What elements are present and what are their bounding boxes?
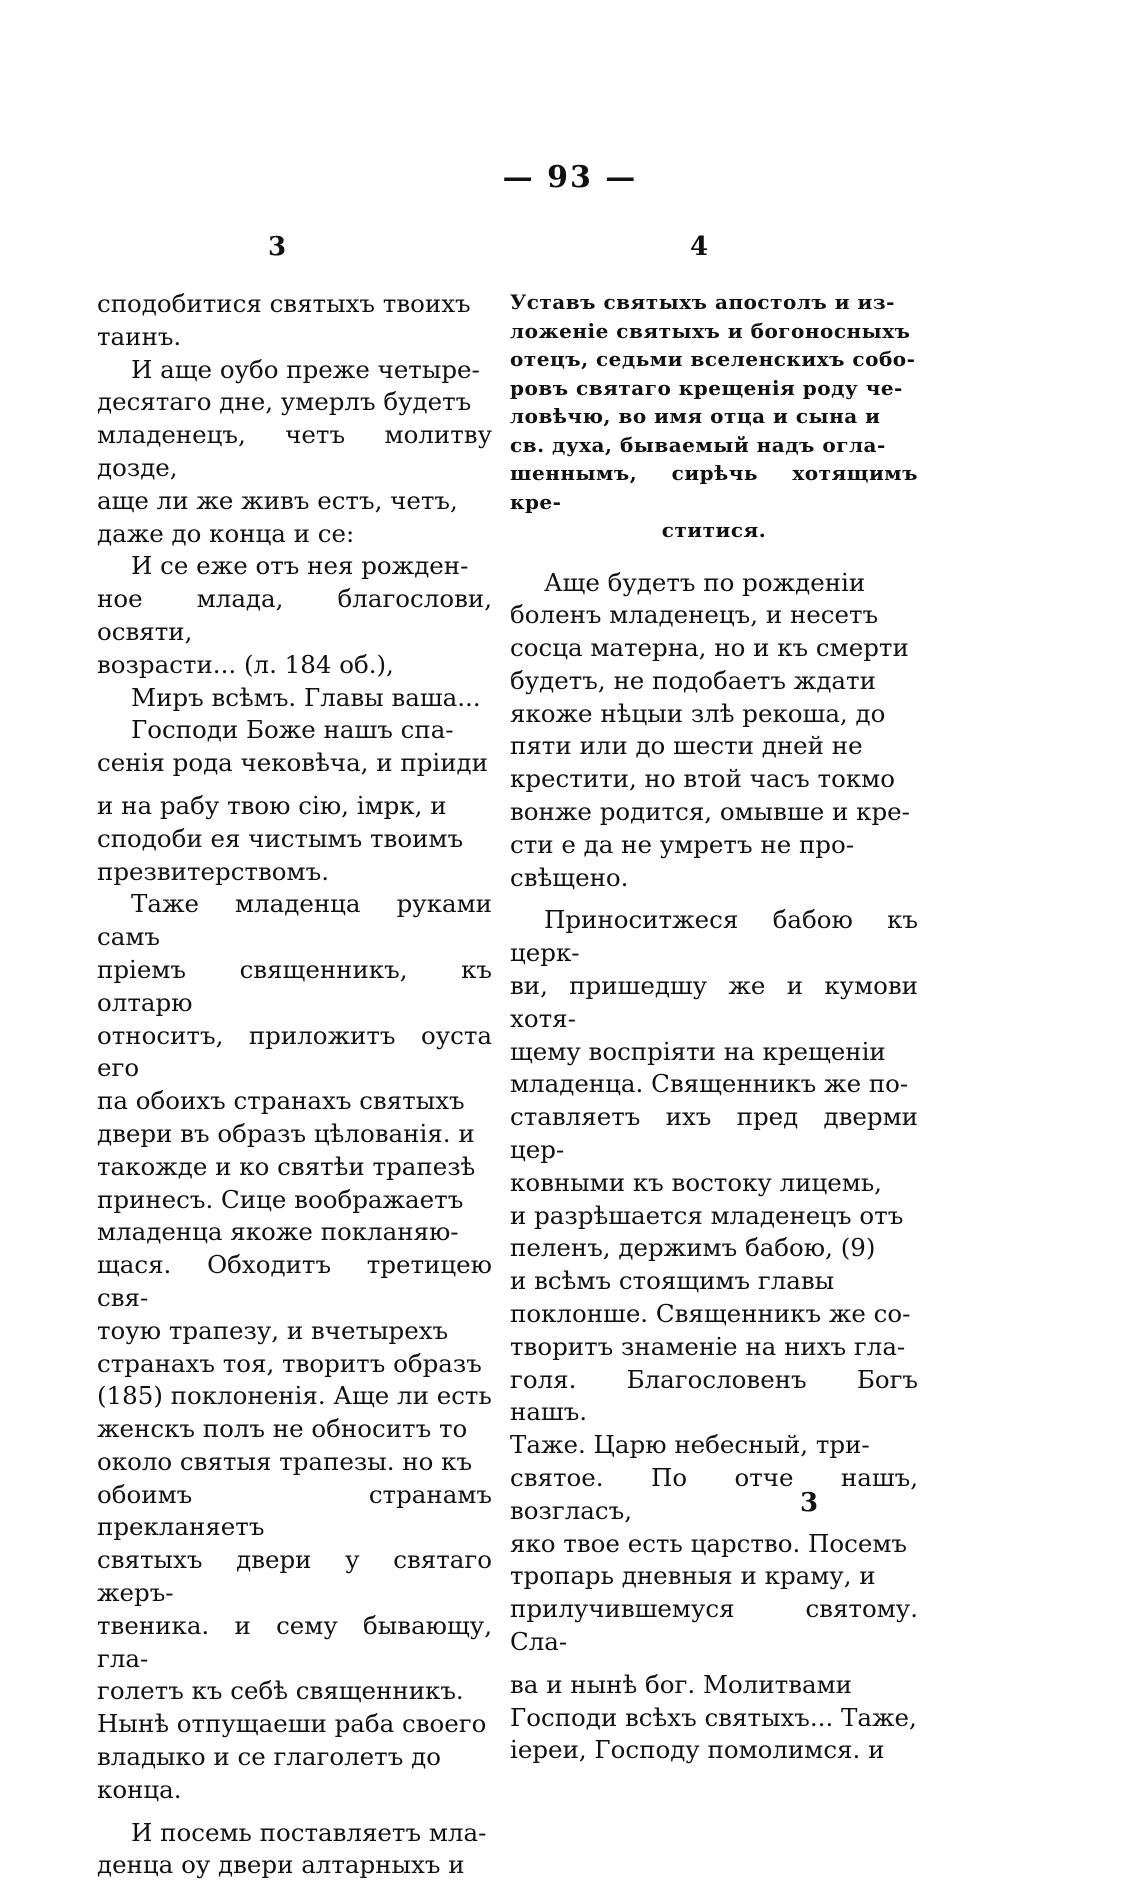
signature-mark: 3 (800, 1488, 819, 1518)
text-line: боленъ младенецъ, и несетъ (510, 600, 879, 630)
text-line: ное млада, благослови, освяти, (97, 584, 492, 646)
right-body (510, 567, 918, 1768)
text-line: будетъ, не подобаетъ ждати (510, 665, 876, 695)
text-line: возрасти... (л. 184 об.), (97, 649, 394, 679)
text-line: младенца якоже покланяю- (97, 1217, 459, 1247)
text-line: и на рабу твою сію, імрк, и (97, 790, 447, 820)
text-line: ложеніе святыхъ и богоносныхъ (510, 318, 911, 343)
text-line: голя. Благословенъ Богъ нашъ. (510, 1364, 918, 1427)
text-line: младенца. Священникъ же по- (510, 1069, 909, 1099)
right-column-number: 4 (690, 232, 709, 262)
text-line: свѣщено. (510, 862, 629, 892)
text-line: поклонше. Священникъ же со- (510, 1299, 911, 1329)
left-column (97, 288, 492, 1882)
text-line: святое. По отче нашъ, возгласъ, (510, 1463, 918, 1525)
text-line: владыко и се глаголетъ до (97, 1742, 441, 1772)
text-line: двери въ образъ цѣлованія. и (97, 1118, 475, 1148)
text-line: св. духа, бываемый надъ огла- (510, 432, 886, 457)
text-line: голетъ къ себѣ священникъ. (97, 1676, 464, 1706)
text-line: ковными къ востоку лицемь, (510, 1167, 882, 1197)
text-line: и всѣмъ стоящимъ главы (510, 1266, 835, 1296)
text-line: сподобитися святыхъ твоихъ (97, 289, 471, 318)
text-line: твеника. и сему бывающу, гла- (97, 1610, 492, 1673)
text-line: обоимъ странамъ прекланяетъ (97, 1479, 492, 1542)
text-line: отецъ, седьми вселенскихъ собо- (510, 347, 916, 371)
text-line: па обоихъ странахъ святыхъ (97, 1086, 465, 1116)
text-line: ститися. (661, 518, 767, 542)
text-line: И аще оубо преже четыре- (131, 354, 480, 384)
text-line: аще ли же живъ естъ, четъ, (97, 485, 458, 515)
text-line: вонже родится, омывше и кре- (510, 797, 910, 827)
text-line: ловѣчю, во имя отца и сына и (510, 404, 881, 428)
text-line: сосца матерна, но и къ смерти (510, 633, 909, 663)
text-line: творитъ знаменіе на нихъ гла- (510, 1331, 906, 1361)
text-line: щася. Обходитъ третицею свя- (97, 1250, 492, 1312)
text-line: яко твое есть царство. Посемъ (510, 1528, 908, 1558)
text-line: около святыя трапезы. но къ (97, 1446, 473, 1476)
text-line: Таже младенца руками самъ (97, 889, 492, 952)
text-line: десятаго дне, умерлъ будетъ (97, 387, 472, 417)
text-line: Аще будетъ по рожденіи (544, 567, 866, 597)
text-line: презвитерствомъ. (97, 856, 329, 886)
text-line: женскъ полъ не обноситъ то (97, 1414, 468, 1444)
text-line: ви, пришедшу же и кумови хотя- (510, 971, 918, 1033)
text-line: іереи, Господу помолимся. и (510, 1735, 885, 1765)
text-line: сенія рода чековѣча, и пріиди (97, 748, 488, 778)
text-line: конца. (97, 1774, 182, 1804)
text-line: прилучившемуся святому. Сла- (510, 1594, 918, 1656)
text-line: крестити, но втой часъ токмо (510, 764, 895, 794)
text-line: Уставъ святыхъ апостолъ и из- (510, 290, 895, 314)
text-line: сподоби ея чистымъ твоимъ (97, 823, 464, 853)
text-line: такожде и ко святѣи трапезѣ (97, 1151, 476, 1181)
text-line: Таже. Царю небесный, три- (510, 1430, 870, 1460)
text-line: ровъ святаго крещенія роду че- (510, 375, 903, 400)
right-column (510, 288, 918, 1767)
text-line: Господи Боже нашъ спа- (131, 715, 454, 745)
text-line: ва и нынѣ бог. Молитвами (510, 1669, 853, 1699)
section-heading (510, 288, 918, 545)
text-line: Приноситжеся бабою къ церк- (510, 905, 918, 968)
text-line: младенецъ, четъ молитву дозде, (97, 420, 492, 482)
text-line: принесъ. Сице воображаетъ (97, 1184, 464, 1214)
text-line: якоже нѣцыи злѣ рекоша, до (510, 698, 886, 728)
text-line: пріемъ священникъ, къ олтарю (97, 954, 492, 1017)
text-line: святыхъ двери у святаго жеръ- (97, 1545, 492, 1608)
text-line: даже до конца и се: (97, 518, 355, 548)
text-line: сти е да не умретъ не про- (510, 829, 855, 859)
text-line: тропарь дневныя и краму, и (510, 1561, 876, 1591)
text-line: пеленъ, держимъ бабою, (9) (510, 1233, 876, 1263)
text-line: таинъ. (97, 321, 182, 351)
text-line: денца оу двери алтарныхъ и (97, 1850, 465, 1880)
text-line: Нынѣ отпущаеши раба своего (97, 1709, 487, 1739)
text-line: щему воспріяти на крещеніи (510, 1036, 886, 1066)
text-line: странахъ тоя, творитъ образъ (97, 1348, 482, 1378)
left-column-number: 3 (268, 232, 287, 262)
text-line: И се еже отъ нея рожден- (131, 551, 469, 581)
text-line: Миръ всѣмъ. Главы ваша... (131, 682, 481, 712)
text-line: Господи всѣхъ святыхъ... Таже, (510, 1702, 917, 1732)
page-number: — 93 — (502, 160, 638, 195)
text-line: ставляетъ ихъ пред дверми цер- (510, 1102, 918, 1165)
text-line: шеннымъ, сирѣчь хотящимъ кре- (510, 461, 918, 514)
text-line: (185) поклоненія. Аще ли есть (97, 1381, 492, 1411)
text-line: И посемь поставляетъ мла- (131, 1817, 487, 1847)
text-line: пяти или до шести дней не (510, 731, 863, 761)
text-line: и разрѣшается младенецъ отъ (510, 1200, 904, 1230)
text-line: относитъ, приложитъ оуста его (97, 1020, 492, 1083)
text-line: тоую трапезу, и вчетырехъ (97, 1315, 449, 1345)
